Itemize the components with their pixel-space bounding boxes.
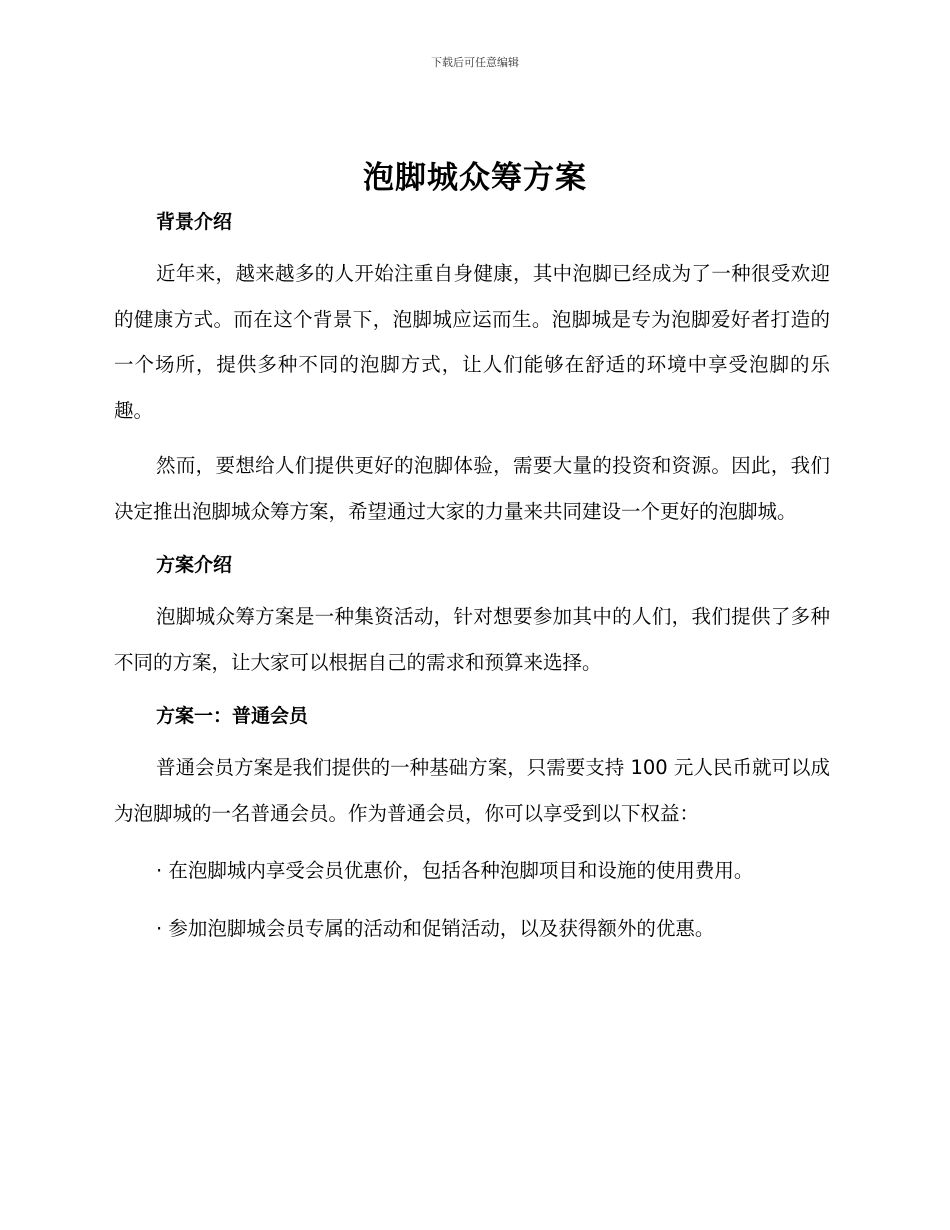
document-title: 泡脚城众筹方案 [363, 160, 587, 196]
section-heading-plan-one: 方案一：普通会员 [156, 705, 309, 727]
plan-one-benefit-2: · 参加泡脚城会员专属的活动和促销活动，以及获得额外的优惠。 [156, 916, 715, 940]
plan-one-paragraph: 普通会员方案是我们提供的一种基础方案，只需要支持 100 元人民币就可以成为泡脚城的一名普通会员。作为普通会员，你可以享受到以下权益： [114, 756, 830, 825]
section-heading-background: 背景介绍 [156, 211, 233, 233]
plan-one-benefit-1: · 在泡脚城内享受会员优惠价，包括各种泡脚项目和设施的使用费用。 [156, 859, 754, 882]
document-body [114, 205, 830, 951]
section-heading-plan-intro: 方案介绍 [156, 554, 233, 576]
plan-intro-paragraph: 泡脚城众筹方案是一种集资活动，针对想要参加其中的人们，我们提供了多种不同的方案，让大家可以根据自己的需求和预算来选择。 [114, 605, 830, 674]
background-paragraph-1: 近年来，越来越多的人开始注重自身健康，其中泡脚已经成为了一种很受欢迎的健康方式。而在这个背景下，泡脚城应运而生。泡脚城是专为泡脚爱好者打造的一个场所，提供多种不同的泡脚方式，让人们能够在舒适的环境中享受泡脚的乐趣。 [114, 262, 830, 422]
background-paragraph-2: 然而，要想给人们提供更好的泡脚体验，需要大量的投资和资源。因此，我们决定推出泡脚城众筹方案，希望通过大家的力量来共同建设一个更好的泡脚城。 [114, 454, 830, 523]
header-note: 下载后可任意编辑 [431, 56, 519, 69]
